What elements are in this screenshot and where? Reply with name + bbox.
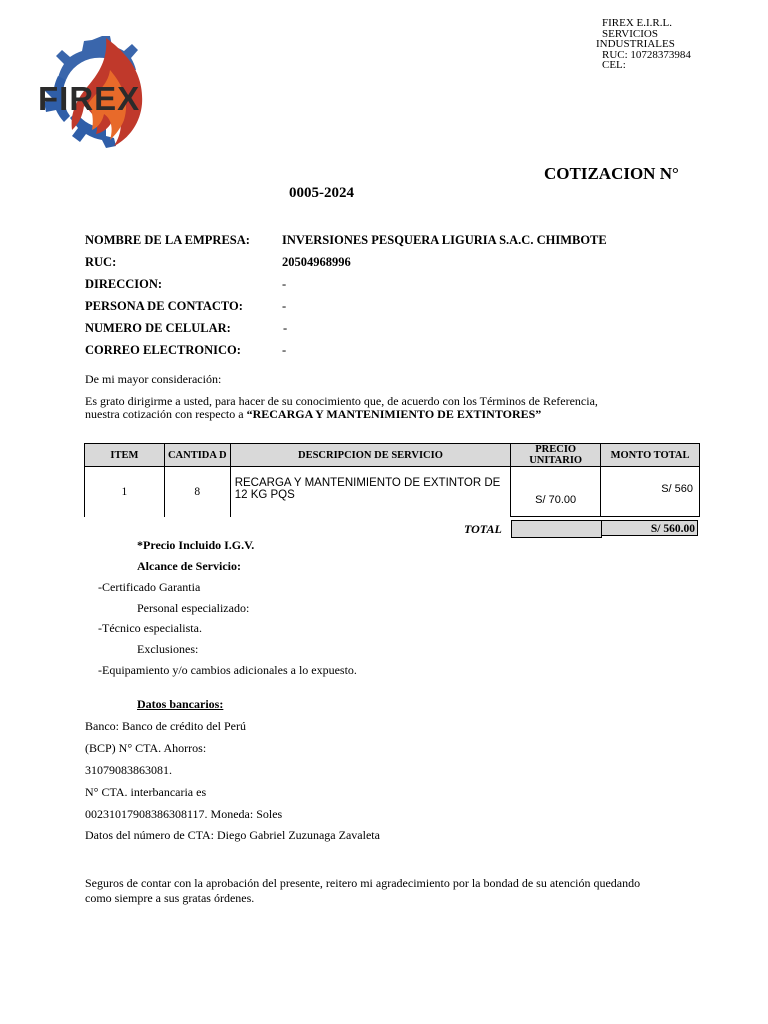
client-email-label: CORREO ELECTRONICO:: [85, 343, 241, 357]
client-ruc-row: [85, 255, 351, 270]
client-email-row: [85, 343, 287, 358]
scope-title: Alcance de Servicio:: [137, 559, 241, 573]
company-cel: CEL:: [602, 59, 626, 71]
col-header-item: ITEM: [85, 444, 165, 467]
intro-line-1: Es grato dirigirme a usted, para hacer de su conocimiento que, de acuerdo con los Términos de Referencia,: [85, 394, 598, 408]
client-address-value: -: [282, 277, 287, 291]
company-line-3: INDUSTRIALES: [596, 38, 675, 50]
quote-title: COTIZACION N°: [544, 164, 679, 183]
total-value: S/ 560.00: [601, 520, 698, 536]
bank-line-2: (BCP) N° CTA. Ahorros:: [85, 741, 207, 755]
table-row: [85, 467, 700, 517]
firex-logo: [36, 30, 168, 152]
logo-text: FIREX: [38, 80, 141, 117]
quote-number: 0005-2024: [289, 185, 354, 201]
table-header-row: [85, 444, 700, 467]
cell-total: S/ 560: [601, 467, 700, 517]
bank-line-5: 00231017908386308117. Moneda: Soles: [85, 807, 283, 821]
cell-unit-price: S/ 70.00: [511, 467, 601, 517]
client-email-value: -: [282, 343, 287, 357]
cell-qty: 8: [164, 467, 230, 517]
client-address-row: [85, 277, 287, 292]
col-header-description: DESCRIPCION DE SERVICIO: [230, 444, 511, 467]
client-contact-value: -: [282, 299, 287, 313]
bank-line-1: Banco: Banco de crédito del Perú: [85, 719, 246, 733]
bank-line-6: Datos del número de CTA: Diego Gabriel Zuzunaga Zavaleta: [85, 828, 380, 842]
total-label: TOTAL: [464, 522, 502, 536]
company-ruc: RUC: 10728373984: [602, 48, 691, 61]
bank-line-4: N° CTA. interbancaria es: [85, 785, 207, 799]
client-phone-label: NUMERO DE CELULAR:: [85, 321, 231, 335]
client-contact-row: [85, 299, 287, 314]
intro-line-2-text: nuestra cotización con respecto a: [85, 407, 247, 421]
scope-line-2: Personal especializado:: [137, 601, 250, 615]
total-spacer-cell: [511, 520, 602, 538]
client-contact-label: PERSONA DE CONTACTO:: [85, 299, 243, 313]
scope-line-1: -Certificado Garantia: [98, 580, 201, 594]
col-header-qty: CANTIDA D: [164, 444, 230, 467]
company-name: FIREX E.I.R.L.: [602, 17, 672, 29]
col-header-total: MONTO TOTAL: [601, 444, 700, 467]
client-address-label: DIRECCION:: [85, 277, 163, 291]
client-ruc-value: 20504968996: [282, 255, 351, 269]
igv-note: *Precio Incluido I.G.V.: [137, 538, 255, 552]
cell-item: 1: [85, 467, 165, 517]
greeting: De mi mayor consideración:: [85, 372, 222, 386]
company-line-2: SERVICIOS: [602, 27, 658, 40]
client-phone-row: [85, 321, 288, 336]
cell-description: RECARGA Y MANTENIMIENTO DE EXTINTOR DE 12 KG PQS: [230, 467, 511, 517]
scope-line-5: -Equipamiento y/o cambios adicionales a lo expuesto.: [98, 663, 357, 677]
bank-title: Datos bancarios:: [137, 697, 224, 711]
quote-table: [84, 443, 700, 517]
service-name: “RECARGA Y MANTENIMIENTO DE EXTINTORES”: [246, 407, 542, 421]
client-ruc-label: RUC:: [85, 255, 117, 269]
col-header-unit-price: PRECIO UNITARIO: [511, 444, 601, 467]
bank-line-3: 31079083863081.: [85, 763, 172, 777]
scope-line-3: -Técnico especialista.: [98, 621, 202, 635]
company-info: [596, 18, 691, 71]
client-phone-value: -: [283, 321, 288, 335]
client-company-value: INVERSIONES PESQUERA LIGURIA S.A.C. CHIMBOTE: [282, 233, 607, 247]
client-company-row: [85, 233, 607, 248]
closing-line-2: como siempre a sus gratas órdenes.: [85, 891, 255, 905]
closing-line-1: Seguros de contar con la aprobación del presente, reitero mi agradecimiento por la bondad de su atención quedando: [85, 876, 641, 890]
intro-line-2: [85, 408, 541, 421]
scope-line-4: Exclusiones:: [137, 642, 199, 656]
client-company-label: NOMBRE DE LA EMPRESA:: [85, 233, 250, 247]
